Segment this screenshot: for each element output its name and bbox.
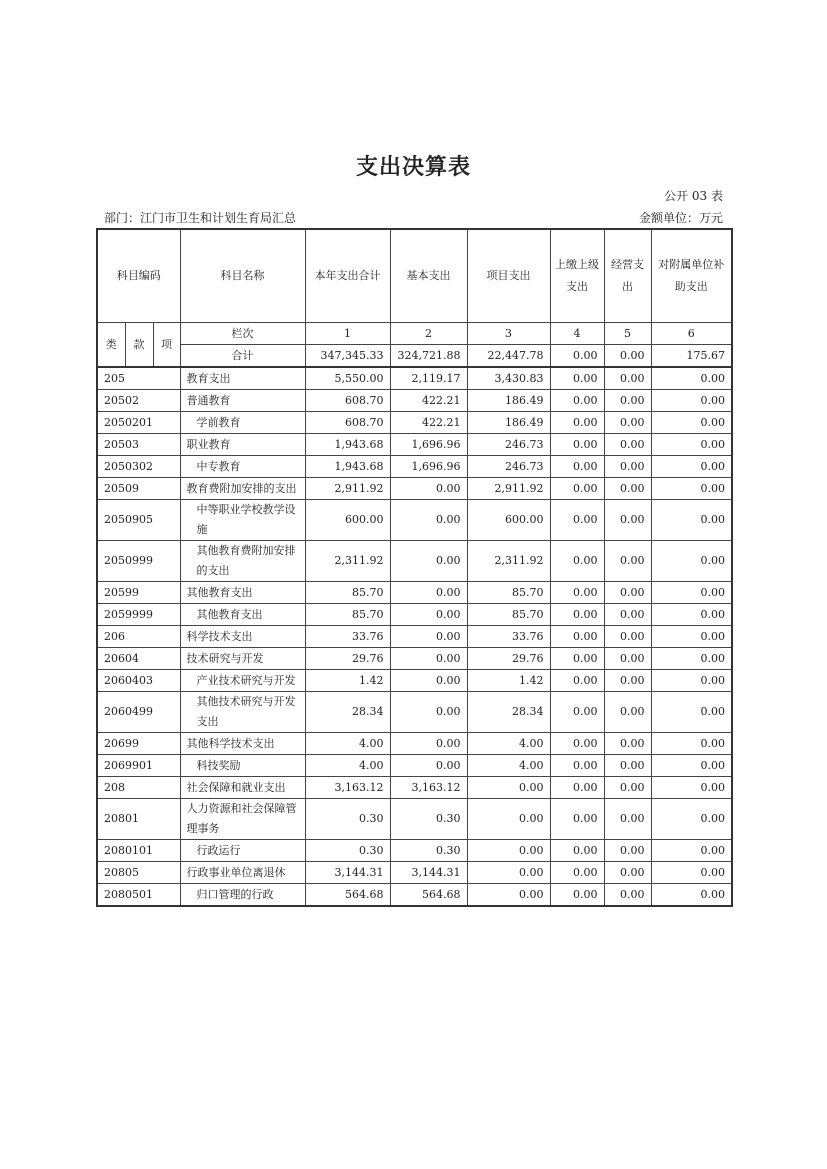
amount-cell: 0.00 (390, 626, 467, 648)
column-number: 2 (390, 323, 467, 345)
amount-cell: 0.00 (604, 670, 651, 692)
amount-cell: 0.00 (604, 582, 651, 604)
table-row (97, 541, 732, 582)
header-upper: 上缴上级支出 (550, 229, 604, 323)
amount-cell: 2,311.92 (467, 541, 550, 582)
total-cell: 0.00 (550, 345, 604, 368)
subject-code: 20503 (97, 434, 180, 456)
amount-cell: 2,911.92 (467, 478, 550, 500)
amount-cell: 0.00 (604, 367, 651, 390)
amount-cell: 0.30 (390, 799, 467, 840)
amount-cell: 422.21 (390, 412, 467, 434)
amount-cell: 0.00 (550, 862, 604, 884)
expenditure-table (96, 228, 733, 907)
sum-label: 合计 (180, 345, 305, 368)
department-label: 部门：江门市卫生和计划生育局汇总 (104, 211, 297, 225)
header-project: 项目支出 (467, 229, 550, 323)
table-row (97, 755, 732, 777)
amount-cell: 0.00 (467, 840, 550, 862)
total-cell: 175.67 (651, 345, 732, 368)
subject-name: 行政运行 (180, 840, 305, 862)
table-row (97, 604, 732, 626)
amount-cell: 0.00 (550, 478, 604, 500)
amount-cell: 0.00 (651, 840, 732, 862)
amount-cell: 0.00 (550, 541, 604, 582)
header-name: 科目名称 (180, 229, 305, 323)
header-kuan: 款 (125, 323, 153, 368)
subject-code: 2050905 (97, 500, 180, 541)
amount-cell: 186.49 (467, 390, 550, 412)
subject-name: 中等职业学校教学设施 (180, 500, 305, 541)
amount-cell: 0.00 (651, 434, 732, 456)
table-row (97, 412, 732, 434)
subject-code: 206 (97, 626, 180, 648)
amount-cell: 0.00 (651, 456, 732, 478)
subject-code: 20604 (97, 648, 180, 670)
amount-cell: 0.00 (604, 799, 651, 840)
amount-cell: 0.00 (390, 541, 467, 582)
header-business: 经营支出 (604, 229, 651, 323)
subject-code: 2059999 (97, 604, 180, 626)
subject-name: 科技奖励 (180, 755, 305, 777)
header-row (97, 229, 732, 323)
subject-code: 2080501 (97, 884, 180, 907)
amount-cell: 0.00 (550, 777, 604, 799)
amount-cell: 608.70 (305, 390, 390, 412)
subject-name: 学前教育 (180, 412, 305, 434)
amount-cell: 0.00 (550, 367, 604, 390)
amount-cell: 0.00 (550, 670, 604, 692)
subject-code: 205 (97, 367, 180, 390)
amount-cell: 3,163.12 (305, 777, 390, 799)
amount-cell: 29.76 (305, 648, 390, 670)
form-number: 公开 03 表 (664, 189, 723, 203)
amount-cell: 0.00 (604, 604, 651, 626)
amount-cell: 0.00 (467, 884, 550, 907)
amount-cell: 0.00 (550, 390, 604, 412)
amount-cell: 85.70 (305, 604, 390, 626)
column-label: 栏次 (180, 323, 305, 345)
amount-cell: 0.00 (604, 755, 651, 777)
amount-cell: 0.00 (651, 626, 732, 648)
table-row (97, 648, 732, 670)
amount-cell: 0.00 (390, 692, 467, 733)
header-code: 科目编码 (97, 229, 180, 323)
amount-cell: 0.00 (604, 478, 651, 500)
amount-cell: 2,911.92 (305, 478, 390, 500)
subject-code: 2080101 (97, 840, 180, 862)
amount-cell: 0.00 (651, 670, 732, 692)
amount-cell: 246.73 (467, 456, 550, 478)
total-cell: 0.00 (604, 345, 651, 368)
subject-code: 2050302 (97, 456, 180, 478)
amount-cell: 1.42 (305, 670, 390, 692)
amount-cell: 0.00 (550, 582, 604, 604)
subject-code: 2050201 (97, 412, 180, 434)
amount-cell: 0.00 (651, 500, 732, 541)
amount-cell: 0.00 (604, 733, 651, 755)
amount-cell: 0.00 (604, 884, 651, 907)
table-row (97, 840, 732, 862)
amount-cell: 0.00 (651, 733, 732, 755)
amount-cell: 564.68 (305, 884, 390, 907)
amount-cell: 0.00 (550, 755, 604, 777)
amount-cell: 0.00 (550, 648, 604, 670)
amount-cell: 0.30 (390, 840, 467, 862)
amount-cell: 0.00 (390, 733, 467, 755)
amount-cell: 4.00 (467, 755, 550, 777)
amount-cell: 2,119.17 (390, 367, 467, 390)
table-row (97, 692, 732, 733)
amount-cell: 0.00 (651, 755, 732, 777)
subject-name: 产业技术研究与开发 (180, 670, 305, 692)
amount-cell: 0.00 (550, 604, 604, 626)
amount-cell: 0.00 (550, 412, 604, 434)
amount-cell: 0.00 (604, 862, 651, 884)
amount-cell: 0.00 (651, 884, 732, 907)
amount-cell: 0.00 (651, 478, 732, 500)
amount-cell: 33.76 (305, 626, 390, 648)
amount-cell: 0.00 (467, 777, 550, 799)
amount-unit-label: 金额单位：万元 (638, 211, 723, 225)
amount-cell: 28.34 (305, 692, 390, 733)
amount-cell: 0.00 (604, 500, 651, 541)
total-row (97, 345, 732, 368)
table-row (97, 862, 732, 884)
table-row (97, 478, 732, 500)
table-row (97, 626, 732, 648)
amount-cell: 0.00 (604, 541, 651, 582)
amount-cell: 186.49 (467, 412, 550, 434)
table-row (97, 777, 732, 799)
amount-cell: 0.00 (651, 799, 732, 840)
amount-cell: 0.00 (651, 390, 732, 412)
total-cell: 22,447.78 (467, 345, 550, 368)
amount-cell: 608.70 (305, 412, 390, 434)
header-subsidy: 对附属单位补助支出 (651, 229, 732, 323)
amount-cell: 0.00 (651, 367, 732, 390)
amount-cell: 28.34 (467, 692, 550, 733)
subject-code: 2060403 (97, 670, 180, 692)
table-row (97, 456, 732, 478)
table-row (97, 500, 732, 541)
amount-cell: 0.00 (604, 456, 651, 478)
subject-code: 20805 (97, 862, 180, 884)
amount-cell: 0.00 (390, 670, 467, 692)
amount-cell: 0.00 (550, 692, 604, 733)
header-basic: 基本支出 (390, 229, 467, 323)
subject-code: 2060499 (97, 692, 180, 733)
subject-code: 2069901 (97, 755, 180, 777)
amount-cell: 3,163.12 (390, 777, 467, 799)
amount-cell: 0.00 (390, 582, 467, 604)
subject-name: 其他技术研究与开发支出 (180, 692, 305, 733)
amount-cell: 0.00 (604, 648, 651, 670)
table-row (97, 799, 732, 840)
amount-cell: 0.00 (651, 604, 732, 626)
amount-cell: 0.00 (467, 862, 550, 884)
amount-cell: 0.00 (390, 500, 467, 541)
amount-cell: 0.00 (550, 626, 604, 648)
subject-name: 社会保障和就业支出 (180, 777, 305, 799)
amount-cell: 85.70 (467, 604, 550, 626)
table-row (97, 670, 732, 692)
header-lei: 类 (97, 323, 125, 368)
table-row (97, 733, 732, 755)
page-title: 支出决算表 (355, 154, 471, 180)
amount-cell: 0.00 (604, 412, 651, 434)
subject-name: 人力资源和社会保障管理事务 (180, 799, 305, 840)
amount-cell: 0.00 (550, 884, 604, 907)
amount-cell: 0.00 (604, 777, 651, 799)
amount-cell: 0.00 (604, 626, 651, 648)
column-number: 5 (604, 323, 651, 345)
amount-cell: 0.00 (550, 733, 604, 755)
amount-cell: 0.00 (390, 755, 467, 777)
amount-cell: 3,144.31 (390, 862, 467, 884)
amount-cell: 0.00 (604, 692, 651, 733)
amount-cell: 0.00 (550, 456, 604, 478)
subject-name: 行政事业单位离退休 (180, 862, 305, 884)
amount-cell: 0.00 (390, 648, 467, 670)
amount-cell: 0.30 (305, 840, 390, 862)
amount-cell: 2,311.92 (305, 541, 390, 582)
column-number: 4 (550, 323, 604, 345)
amount-cell: 0.00 (467, 799, 550, 840)
amount-cell: 0.00 (651, 582, 732, 604)
subject-name: 科学技术支出 (180, 626, 305, 648)
subject-name: 普通教育 (180, 390, 305, 412)
amount-cell: 0.30 (305, 799, 390, 840)
subject-name: 技术研究与开发 (180, 648, 305, 670)
amount-cell: 0.00 (604, 434, 651, 456)
total-cell: 324,721.88 (390, 345, 467, 368)
amount-cell: 0.00 (604, 390, 651, 412)
amount-cell: 1,943.68 (305, 456, 390, 478)
subject-code: 20509 (97, 478, 180, 500)
amount-cell: 246.73 (467, 434, 550, 456)
amount-cell: 4.00 (305, 755, 390, 777)
amount-cell: 600.00 (467, 500, 550, 541)
amount-cell: 5,550.00 (305, 367, 390, 390)
amount-cell: 0.00 (550, 434, 604, 456)
amount-cell: 1,943.68 (305, 434, 390, 456)
amount-cell: 85.70 (305, 582, 390, 604)
subject-code: 20801 (97, 799, 180, 840)
amount-cell: 0.00 (651, 777, 732, 799)
table-row (97, 434, 732, 456)
amount-cell: 1,696.96 (390, 434, 467, 456)
table-row (97, 884, 732, 907)
amount-cell: 4.00 (305, 733, 390, 755)
amount-cell: 3,430.83 (467, 367, 550, 390)
subject-code: 20502 (97, 390, 180, 412)
subject-name: 中专教育 (180, 456, 305, 478)
column-number: 3 (467, 323, 550, 345)
amount-cell: 0.00 (651, 648, 732, 670)
subject-name: 职业教育 (180, 434, 305, 456)
amount-cell: 0.00 (550, 799, 604, 840)
amount-cell: 0.00 (390, 604, 467, 626)
amount-cell: 0.00 (651, 412, 732, 434)
header-total: 本年支出合计 (305, 229, 390, 323)
amount-cell: 422.21 (390, 390, 467, 412)
column-number: 1 (305, 323, 390, 345)
amount-cell: 600.00 (305, 500, 390, 541)
subject-code: 208 (97, 777, 180, 799)
column-number-row (97, 323, 732, 345)
amount-cell: 0.00 (604, 840, 651, 862)
amount-cell: 4.00 (467, 733, 550, 755)
table-row (97, 367, 732, 390)
subject-code: 20599 (97, 582, 180, 604)
amount-cell: 29.76 (467, 648, 550, 670)
subject-name: 其他科学技术支出 (180, 733, 305, 755)
amount-cell: 0.00 (651, 692, 732, 733)
total-cell: 347,345.33 (305, 345, 390, 368)
subject-name: 其他教育费附加安排的支出 (180, 541, 305, 582)
subject-name: 其他教育支出 (180, 604, 305, 626)
column-number: 6 (651, 323, 732, 345)
table-row (97, 390, 732, 412)
subject-name: 其他教育支出 (180, 582, 305, 604)
header-xiang: 项 (153, 323, 180, 368)
subject-code: 2050999 (97, 541, 180, 582)
subject-name: 教育支出 (180, 367, 305, 390)
amount-cell: 0.00 (390, 478, 467, 500)
amount-cell: 33.76 (467, 626, 550, 648)
amount-cell: 0.00 (651, 862, 732, 884)
amount-cell: 0.00 (550, 840, 604, 862)
table-row (97, 582, 732, 604)
amount-cell: 564.68 (390, 884, 467, 907)
subject-name: 教育费附加安排的支出 (180, 478, 305, 500)
amount-cell: 85.70 (467, 582, 550, 604)
amount-cell: 3,144.31 (305, 862, 390, 884)
amount-cell: 1.42 (467, 670, 550, 692)
amount-cell: 1,696.96 (390, 456, 467, 478)
subject-name: 归口管理的行政 (180, 884, 305, 907)
amount-cell: 0.00 (550, 500, 604, 541)
subject-code: 20699 (97, 733, 180, 755)
amount-cell: 0.00 (651, 541, 732, 582)
